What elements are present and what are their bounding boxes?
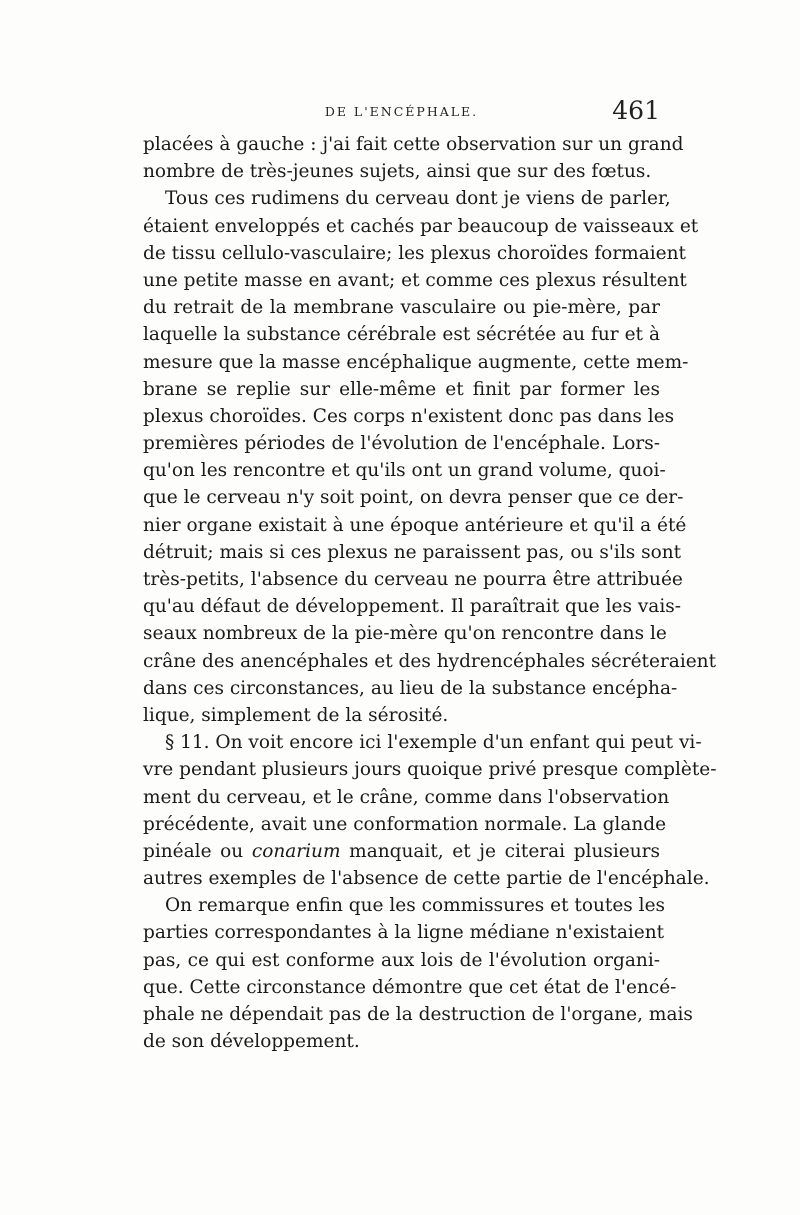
text-line: du retrait de la membrane vasculaire ou pie-mère, par bbox=[143, 297, 660, 319]
text-segment: manquait, et je citerai plusieurs bbox=[349, 840, 660, 862]
text-line: crâne des anencéphales et des hydrencéphales sécréteraient bbox=[143, 650, 717, 672]
text-line: premières périodes de l'évolution de l'encéphale. Lors- bbox=[143, 433, 660, 455]
text-line: ment du cerveau, et le crâne, comme dans l'observation bbox=[143, 786, 670, 808]
running-head: DE L'ENCÉPHALE. bbox=[324, 104, 479, 119]
text-line: autres exemples de l'absence de cette partie de l'encéphale. bbox=[143, 868, 710, 890]
text-line: vre pendant plusieurs jours quoique privé presque complète- bbox=[143, 759, 717, 781]
italic-term: conarium bbox=[251, 840, 341, 862]
text-line: pas, ce qui est conforme aux lois de l'évolution organi- bbox=[143, 949, 660, 971]
text-line: nombre de très-jeunes sujets, ainsi que sur des fœtus. bbox=[143, 161, 652, 183]
text-line: précédente, avait une conformation normale. La glande bbox=[143, 813, 667, 835]
text-segment: pinéale ou bbox=[143, 840, 244, 862]
text-line: de tissu cellulo-vasculaire; les plexus choroïdes formaient bbox=[143, 242, 686, 264]
text-line: nier organe existait à une époque antérieure et qu'il a été bbox=[143, 514, 687, 536]
text-line: que. Cette circonstance démontre que cet état de l'encé- bbox=[143, 976, 677, 998]
text-line: détruit; mais si ces plexus ne paraissent pas, ou s'ils sont bbox=[143, 541, 682, 563]
text-line: que le cerveau n'y soit point, on devra penser que ce der- bbox=[143, 487, 684, 509]
text-line: phale ne dépendait pas de la destruction de l'organe, mais bbox=[143, 1004, 693, 1025]
text-line: une petite masse en avant; et comme ces plexus résultent bbox=[143, 269, 687, 291]
text-line: placées à gauche : j'ai fait cette observation sur un grand bbox=[143, 134, 684, 155]
text-line: lique, simplement de la sérosité. bbox=[143, 704, 449, 726]
text-line: qu'au défaut de développement. Il paraîtrait que les vais- bbox=[143, 596, 681, 618]
text-line: seaux nombreux de la pie-mère qu'on rencontre dans le bbox=[143, 623, 667, 645]
page-number: 461 bbox=[612, 96, 660, 125]
text-line: très-petits, l'absence du cerveau ne pourra être attribuée bbox=[143, 569, 683, 590]
text-line: dans ces circonstances, au lieu de la substance encépha- bbox=[143, 677, 678, 699]
paragraph-start-line: On remarque enfin que les commissures et toutes les bbox=[165, 895, 666, 917]
text-line: étaient enveloppés et cachés par beaucoup de vaisseaux et bbox=[143, 215, 699, 237]
text-line: de son développement. bbox=[143, 1031, 360, 1053]
text-line: brane se replie sur elle-même et finit par former les bbox=[143, 378, 660, 400]
text-line bbox=[143, 838, 660, 865]
text-line: mesure que la masse encéphalique augmente, cette mem- bbox=[143, 351, 689, 373]
text-line: qu'on les rencontre et qu'ils ont un grand volume, quoi- bbox=[143, 460, 666, 482]
page-header bbox=[143, 96, 660, 128]
text-line: laquelle la substance cérébrale est sécrétée au fur et à bbox=[143, 324, 660, 346]
text-line: parties correspondantes à la ligne médiane n'existaient bbox=[143, 922, 665, 944]
paragraph-start-line: Tous ces rudimens du cerveau dont je viens de parler, bbox=[165, 188, 671, 210]
section-start-line: § 11. On voit encore ici l'exemple d'un enfant qui peut vi- bbox=[165, 732, 702, 754]
body-text bbox=[143, 131, 717, 1055]
text-line: plexus choroïdes. Ces corps n'existent donc pas dans les bbox=[143, 405, 675, 427]
